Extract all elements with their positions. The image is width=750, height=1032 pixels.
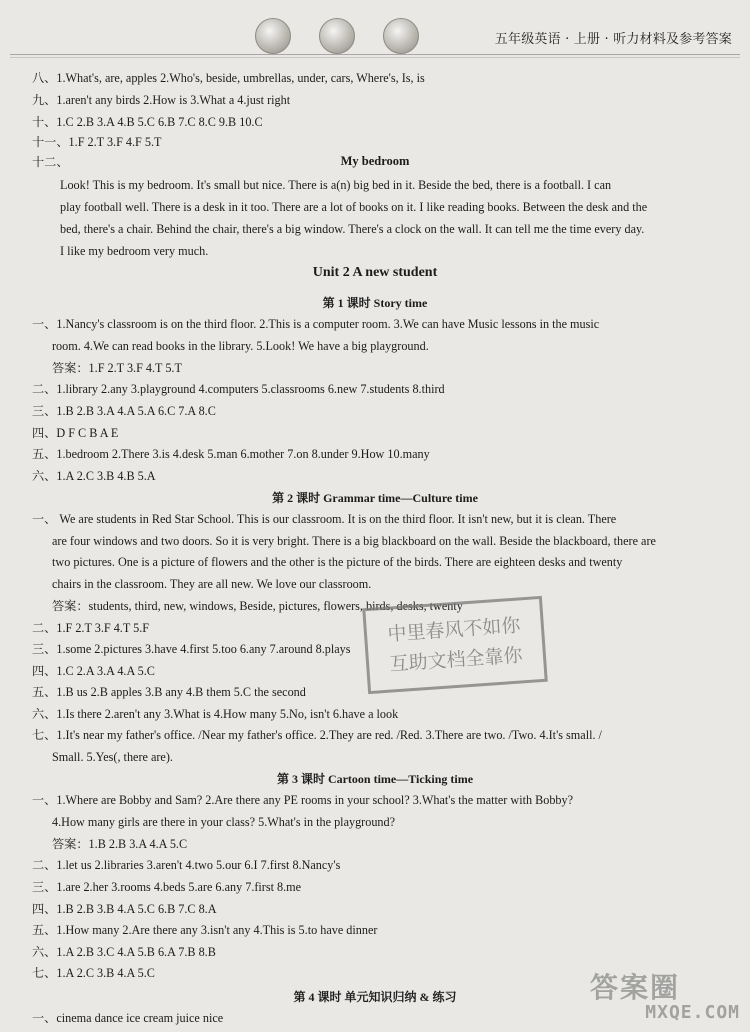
text-line: 一、 We are students in Red Star School. This is our classroom. It is on the third floor. It isn't new, but it is clean. There: [32, 512, 617, 526]
stamp-line: 互助文档全靠你: [388, 644, 524, 676]
page-header: [0, 0, 750, 62]
text-line: 四、D F C B A E: [32, 426, 119, 440]
logo-icon: [319, 18, 355, 54]
text-line: 三、1.are 2.her 3.rooms 4.beds 5.are 6.any 7.first 8.me: [32, 880, 302, 894]
text-line: 七、1.A 2.C 3.B 4.A 5.C: [32, 966, 155, 980]
text-line: play football well. There is a desk in it too. There are a lot of books on it. I like reading books. Between the desk and the: [60, 200, 648, 214]
stamp-line: 中里春风不如你: [386, 614, 522, 646]
stamp: [362, 596, 548, 694]
text-line: 五、1.B us 2.B apples 3.B any 4.B them 5.C the second: [32, 685, 306, 699]
header-title: 五年级英语 · 上册 · 听力材料及参考答案: [494, 32, 732, 47]
watermark-url: MXQE.COM: [645, 1002, 740, 1023]
text-line: 三、1.some 2.pictures 3.have 4.first 5.too 6.any 7.around 8.plays: [32, 642, 351, 656]
text-line: 十、1.C 2.B 3.A 4.B 5.C 6.B 7.C 8.C 9.B 10.C: [32, 115, 263, 129]
text-line: Small. 5.Yes(, there are).: [52, 750, 173, 764]
text-line: 答案：1.B 2.B 3.A 4.A 5.C: [52, 837, 188, 851]
text-line: 九、1.aren't any birds 2.How is 3.What a 4.just right: [32, 93, 291, 107]
logo-icon: [255, 18, 291, 54]
text-line: 四、1.C 2.A 3.A 4.A 5.C: [32, 664, 155, 678]
section-title: 第 1 课时 Story time: [322, 296, 428, 310]
section-title: Unit 2 A new student: [312, 265, 438, 280]
header-divider: [10, 57, 740, 58]
text-line: 十一、1.F 2.T 3.F 4.F 5.T: [32, 135, 162, 149]
text-line: are four windows and two doors. So it is very bright. There is a big blackboard on the wall. Beside the blackboard, there are: [52, 534, 656, 548]
text-line: I like my bedroom very much.: [60, 244, 209, 258]
section-title: My bedroom: [340, 154, 410, 168]
text-line: 一、1.Where are Bobby and Sam? 2.Are there any PE rooms in your school? 3.What's the matter with Bobby?: [32, 793, 574, 807]
section-title: 第 3 课时 Cartoon time—Ticking time: [276, 772, 474, 786]
text-line: 二、1.let us 2.libraries 3.aren't 4.two 5.our 6.I 7.first 8.Nancy's: [32, 858, 341, 872]
text-line: 八、1.What's, are, apples 2.Who's, beside, umbrellas, under, cars, Where's, Is, is: [32, 71, 425, 85]
logo-icon: [383, 18, 419, 54]
text-line: 五、1.How many 2.Are there any 3.isn't any 4.This is 5.to have dinner: [32, 923, 378, 937]
text-line: chairs in the classroom. They are all new. We love our classroom.: [52, 577, 372, 591]
text-line: 二、1.library 2.any 3.playground 4.computers 5.classrooms 6.new 7.students 8.third: [32, 382, 445, 396]
text-line: 一、1.Nancy's classroom is on the third floor. 2.This is a computer room. 3.We can have Music lessons in the music: [32, 317, 600, 331]
text-line: 六、1.Is there 2.aren't any 3.What is 4.How many 5.No, isn't 6.have a look: [32, 707, 399, 721]
text-line: 三、1.B 2.B 3.A 4.A 5.A 6.C 7.A 8.C: [32, 404, 216, 418]
section-title: 第 4 课时 单元知识归纳 & 练习: [293, 990, 457, 1004]
text-line: 七、1.It's near my father's office. /Near my father's office. 2.They are red. /Red. 3.There are two. /Two. 4.It's small. /: [32, 728, 602, 742]
text-line: room. 4.We can read books in the library. 5.Look! We have a big playground.: [52, 339, 429, 353]
text-line: 六、1.A 2.C 3.B 4.B 5.A: [32, 469, 156, 483]
text-line: 答案：1.F 2.T 3.F 4.T 5.T: [52, 361, 182, 375]
text-line: 五、1.bedroom 2.There 3.is 4.desk 5.man 6.mother 7.on 8.under 9.How 10.many: [32, 447, 430, 461]
text-line: 六、1.A 2.B 3.C 4.A 5.B 6.A 7.B 8.B: [32, 945, 216, 959]
text-line: Look! This is my bedroom. It's small but nice. There is a(n) big bed in it. Beside the bed, there is a football. I can: [60, 178, 612, 192]
watermark-logo: 答案圈: [590, 971, 681, 1004]
text-line: 十二、: [32, 155, 69, 169]
text-line: 四、1.B 2.B 3.B 4.A 5.C 6.B 7.C 8.A: [32, 902, 217, 916]
text-line: bed, there's a chair. Behind the chair, there's a big window. There's a clock on the wall. It can tell me the time every day.: [60, 222, 645, 236]
section-title: 第 2 课时 Grammar time—Culture time: [272, 491, 478, 505]
text-line: 一、cinema dance ice cream juice nice: [32, 1011, 224, 1025]
text-line: 答案：students, third, new, windows, Beside, pictures, flowers, birds, desks, twenty: [52, 599, 463, 613]
text-line: 4.How many girls are there in your class? 5.What's in the playground?: [52, 815, 396, 829]
text-line: two pictures. One is a picture of flowers and the other is the picture of the birds. There are eighteen desks and twenty: [52, 555, 623, 569]
header-logos: [255, 18, 419, 54]
watermark: [590, 966, 740, 1026]
text-line: 二、1.F 2.T 3.F 4.T 5.F: [32, 621, 150, 635]
header-divider: [10, 54, 740, 55]
